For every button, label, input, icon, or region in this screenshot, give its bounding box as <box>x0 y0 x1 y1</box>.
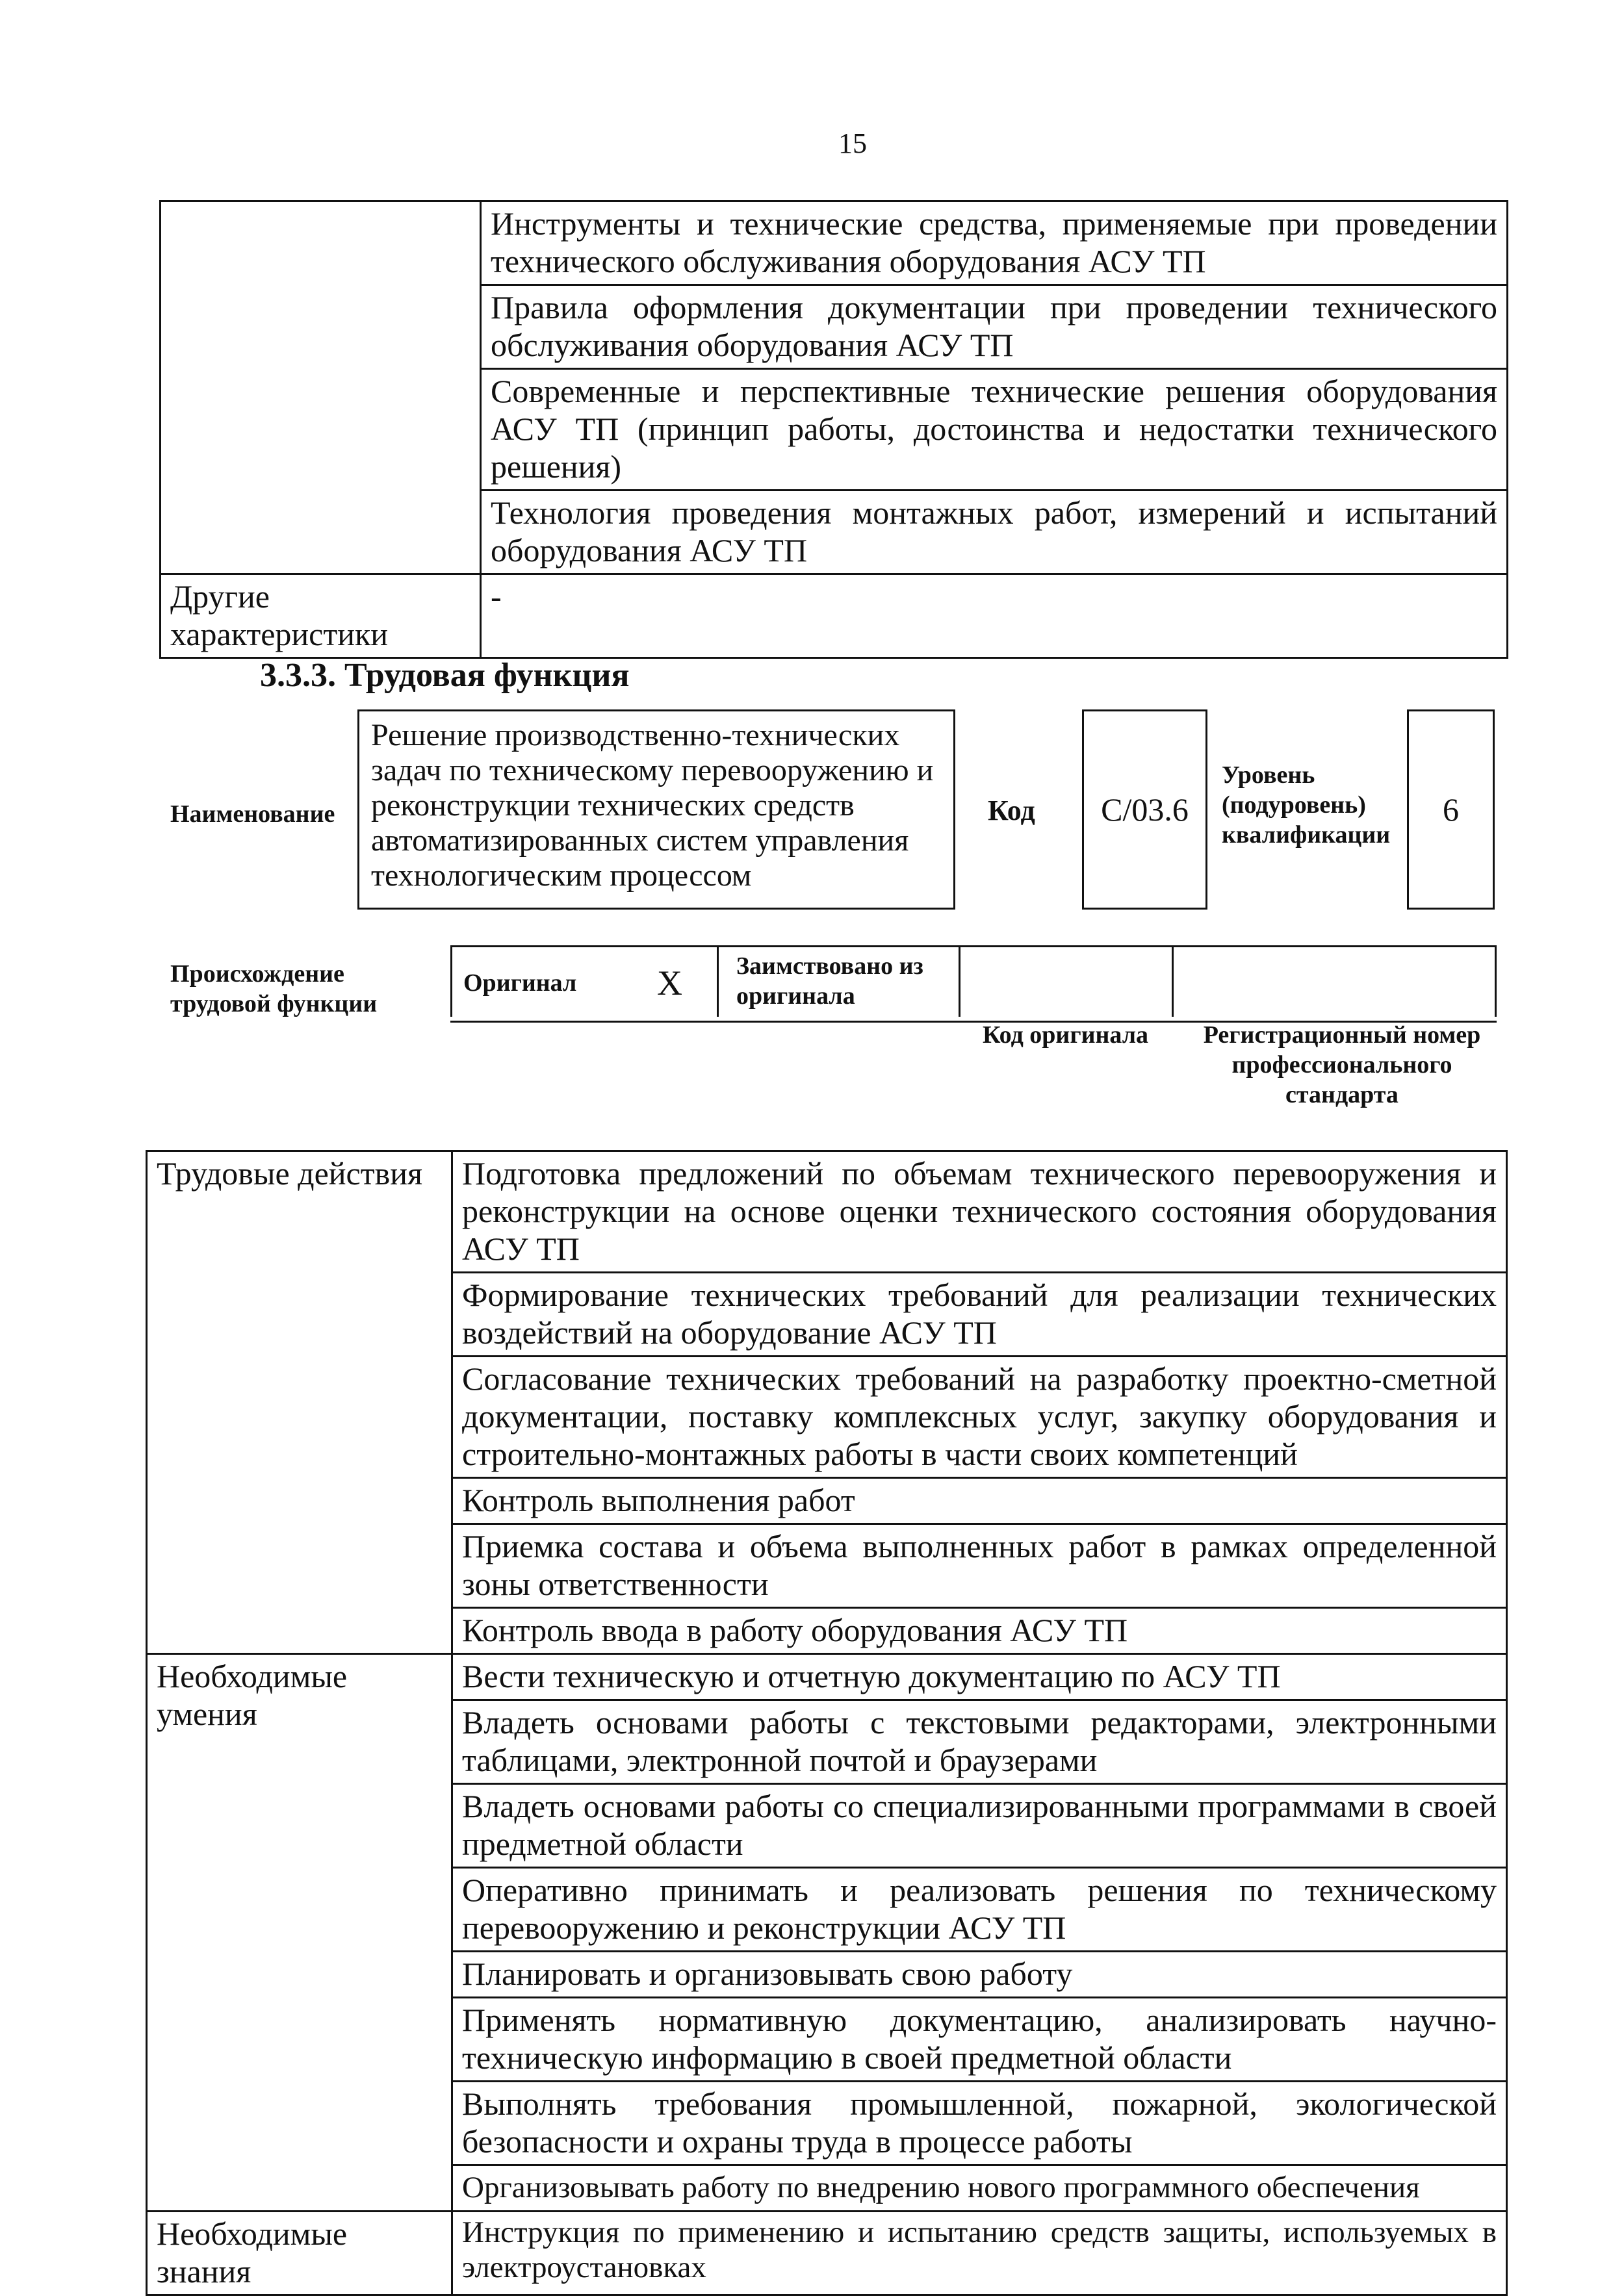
labor-action-item: Контроль ввода в работу оборудования АСУ ТП <box>452 1608 1507 1654</box>
knowledge-item: Правила оформления документации при проведении технического обслуживания оборудования АСУ ТП <box>481 285 1508 369</box>
section-title: 3.3.3. Трудовая функция <box>260 657 630 694</box>
code-original-caption: Код оригинала <box>983 1021 1149 1049</box>
skill-item: Владеть основами работы с текстовыми редакторами, электронными таблицами, электронной почтой и браузерами <box>452 1700 1507 1784</box>
borrowed-label: Заимствовано из оригинала <box>736 952 923 1010</box>
other-characteristics-value: - <box>481 574 1508 658</box>
original-mark: X <box>657 963 682 1002</box>
skill-item: Организовывать работу по внедрению нового программного обеспечения <box>452 2165 1507 2212</box>
labor-actions-label: Трудовые действия <box>147 1151 452 1654</box>
original-label: Оригинал <box>463 969 577 997</box>
skill-item: Владеть основами работы со специализированными программами в своей предметной области <box>452 1784 1507 1868</box>
skill-item: Оперативно принимать и реализовать решения по техническому перевооружению и реконструкции АСУ ТП <box>452 1868 1507 1952</box>
labor-action-item: Подготовка предложений по объемам технического перевооружения и реконструкции на основе оценки технического состояния оборудования АСУ ТП <box>452 1151 1507 1273</box>
name-label: Наименование <box>170 800 335 828</box>
function-details-table <box>146 1150 1508 2296</box>
origin-label: Происхождение трудовой функции <box>170 960 378 1017</box>
knowledge-item: Современные и перспективные технические решения оборудования АСУ ТП (принцип работы, достоинства и недостатки технического решения) <box>481 369 1508 491</box>
level-value-box: 6 <box>1407 709 1495 910</box>
origin-row <box>450 945 1497 1023</box>
level-label: Уровень (подуровень) квалификации <box>1222 761 1391 848</box>
skill-item: Выполнять требования промышленной, пожарной, экологической безопасности и охраны труда в процессе работы <box>452 2082 1507 2165</box>
page-number: 15 <box>838 127 867 159</box>
knowledge-item: Технология проведения монтажных работ, измерений и испытаний оборудования АСУ ТП <box>481 491 1508 574</box>
skill-item: Вести техническую и отчетную документацию по АСУ ТП <box>452 1654 1507 1700</box>
code-value-box: C/03.6 <box>1082 709 1207 910</box>
labor-action-item: Согласование технических требований на разработку проектно-сметной документации, поставку комплексных услуг, закупку оборудования и строительно-монтажных работы в части своих компетенций <box>452 1357 1507 1478</box>
function-name-box: Решение производственно-технических задач по техническому перевооружению и реконструкции технических средств автоматизированных систем управления технологическим процессом <box>357 709 955 910</box>
knowledge-label-cell <box>161 201 481 574</box>
required-knowledge-label: Необходимые знания <box>147 2212 452 2295</box>
labor-action-item: Приемка состава и объема выполненных работ в рамках определенной зоны ответственности <box>452 1524 1507 1608</box>
code-label: Код <box>988 795 1035 826</box>
skill-item: Применять нормативную документацию, анализировать научно-техническую информацию в своей предметной области <box>452 1998 1507 2082</box>
top-requirements-table <box>159 200 1508 659</box>
labor-action-item: Контроль выполнения работ <box>452 1478 1507 1524</box>
other-characteristics-label: Другие характеристики <box>161 574 481 658</box>
registration-number-caption: Регистрационный номер профессионального стандарта <box>1203 1021 1481 1108</box>
skill-item: Планировать и организовывать свою работу <box>452 1952 1507 1998</box>
required-skills-label: Необходимые умения <box>147 1654 452 2212</box>
knowledge-item: Инструменты и технические средства, применяемые при проведении технического обслуживания оборудования АСУ ТП <box>481 201 1508 285</box>
labor-action-item: Формирование технических требований для реализации технических воздействий на оборудование АСУ ТП <box>452 1273 1507 1357</box>
knowledge-item: Инструкция по применению и испытанию средств защиты, используемых в электроустановках <box>452 2212 1507 2295</box>
